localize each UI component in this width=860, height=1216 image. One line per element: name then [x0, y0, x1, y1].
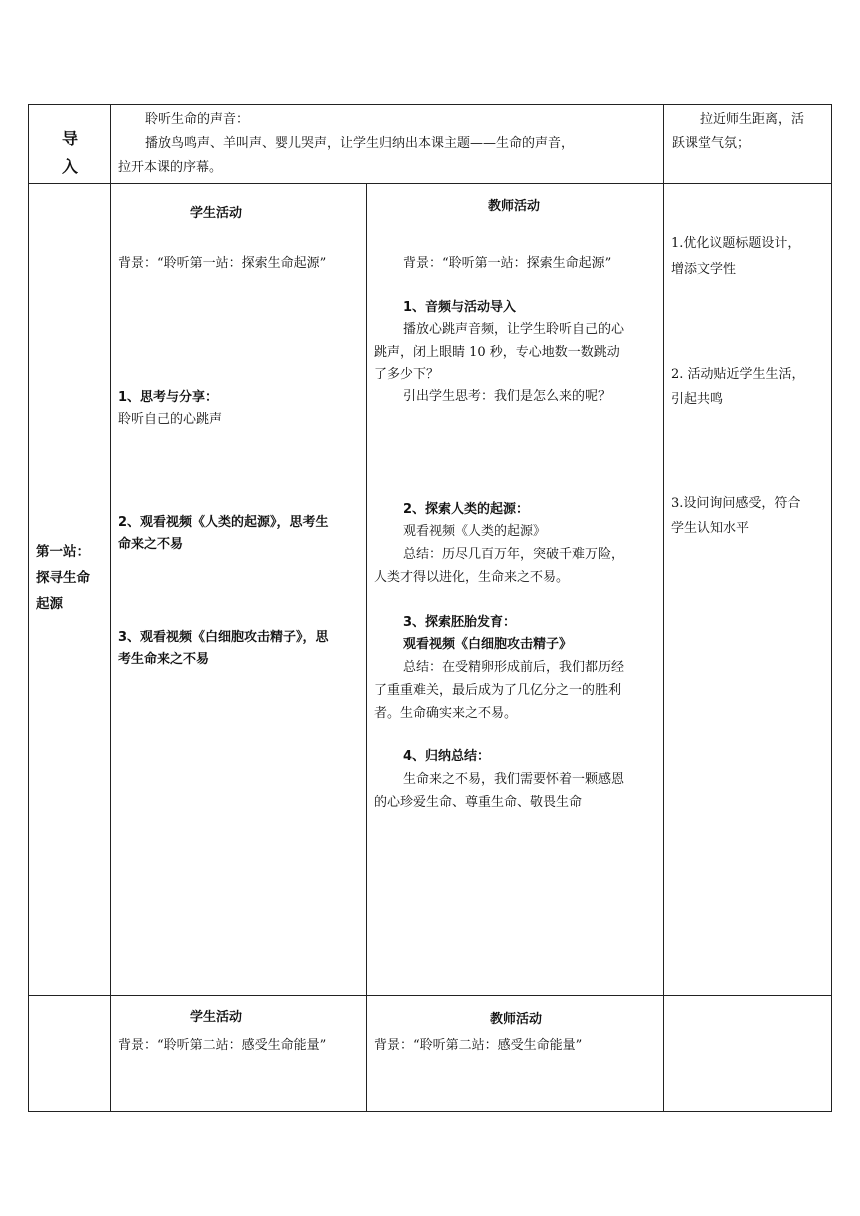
intro-label-line1: 导 [62, 129, 79, 148]
station2-teacher-header: 教师活动 [490, 1012, 543, 1027]
station1-teacher-header: 教师活动 [488, 199, 541, 214]
station1-student-item1-text: 聆听自己的心跳声 [118, 412, 223, 427]
station1-label-line1: 第一站： [36, 544, 90, 560]
intro-label-line2: 入 [62, 157, 79, 176]
intro-line-1: 聆听生命的声音： [145, 112, 250, 127]
station1-student-item1-title: 1、思考与分享： [118, 390, 219, 405]
station1-note3-line1: 3.设问询问感受，符合 [671, 496, 801, 511]
station1-note3-line2: 学生认知水平 [671, 521, 750, 536]
station1-label-line2: 探寻生命 [36, 570, 90, 586]
station1-teacher-s4-title: 4、归纳总结： [403, 749, 491, 764]
station1-teacher-s1-line3: 了多少下？ [374, 367, 440, 382]
intro-note-line-1: 拉近师生距离，活 [700, 112, 805, 127]
station1-teacher-s1-line1: 播放心跳声音频，让学生聆听自己的心 [403, 322, 625, 337]
station1-teacher-s2-title: 2、探索人类的起源： [403, 502, 530, 517]
table-border-left [28, 104, 29, 1112]
station1-teacher-s3-subtitle: 观看视频《白细胞攻击精子》 [403, 637, 573, 652]
station1-note2-line2: 引起共鸣 [671, 392, 724, 407]
station1-teacher-s1-line4: 引出学生思考：我们是怎么来的呢？ [403, 389, 612, 404]
station1-note1-line1: 1.优化议题标题设计， [671, 236, 801, 251]
station1-note1-line2: 增添文学性 [671, 262, 737, 277]
station1-teacher-s1-line2: 跳声，闭上眼睛 10 秒，专心地数一数跳动 [374, 345, 620, 360]
station1-label-line3: 起源 [36, 596, 63, 612]
station1-student-item3-line2: 考生命来之不易 [118, 652, 210, 667]
table-col-divider-1 [110, 104, 111, 1112]
intro-line-3: 拉开本课的序幕。 [118, 160, 223, 175]
intro-note-line-2: 跃课堂气氛； [672, 136, 751, 151]
table-col-divider-2 [366, 183, 367, 1112]
table-border-top [28, 104, 831, 105]
station1-teacher-s4-line1: 生命来之不易，我们需要怀着一颗感恩 [403, 772, 625, 787]
station2-student-background: 背景：“聆听第二站：感受生命能量” [118, 1038, 327, 1053]
station1-student-background: 背景：“聆听第一站：探索生命起源” [118, 256, 327, 271]
station2-student-header: 学生活动 [190, 1010, 243, 1025]
station1-teacher-s3-title: 3、探索胚胎发育： [403, 615, 517, 630]
station1-teacher-s3-line3: 者。生命确实来之不易。 [374, 706, 518, 721]
table-col-divider-3 [663, 104, 664, 1112]
station1-teacher-s2-line1: 观看视频《人类的起源》 [403, 524, 547, 539]
station1-teacher-background: 背景：“聆听第一站：探索生命起源” [403, 256, 612, 271]
station1-student-item2-line1: 2、观看视频《人类的起源》，思考生 [118, 515, 329, 530]
station1-teacher-s3-line2: 了重重难关，最后成为了几亿分之一的胜利 [374, 683, 622, 698]
intro-line-2: 播放鸟鸣声、羊叫声、婴儿哭声，让学生归纳出本课主题——生命的声音， [145, 136, 575, 151]
station1-student-item2-line2: 命来之不易 [118, 537, 184, 552]
station1-student-item3-line1: 3、观看视频《白细胞攻击精子》，思 [118, 630, 329, 645]
table-row-divider-2 [28, 995, 831, 996]
station1-teacher-s3-line1: 总结：在受精卵形成前后，我们都历经 [403, 660, 625, 675]
station1-teacher-s2-line2: 总结：历尽几百万年，突破千难万险， [403, 547, 625, 562]
station1-student-header: 学生活动 [190, 206, 243, 221]
station1-teacher-s4-line2: 的心珍爱生命、尊重生命、敬畏生命 [374, 795, 583, 810]
table-border-bottom [28, 1111, 831, 1112]
table-border-right [831, 104, 832, 1112]
station1-teacher-s2-line3: 人类才得以进化，生命来之不易。 [374, 570, 570, 585]
station2-teacher-background: 背景：“聆听第二站：感受生命能量” [374, 1038, 583, 1053]
station1-note2-line1: 2. 活动贴近学生生活， [671, 367, 805, 382]
table-row-divider-1 [28, 183, 831, 184]
station1-teacher-s1-title: 1、音频与活动导入 [403, 300, 517, 315]
